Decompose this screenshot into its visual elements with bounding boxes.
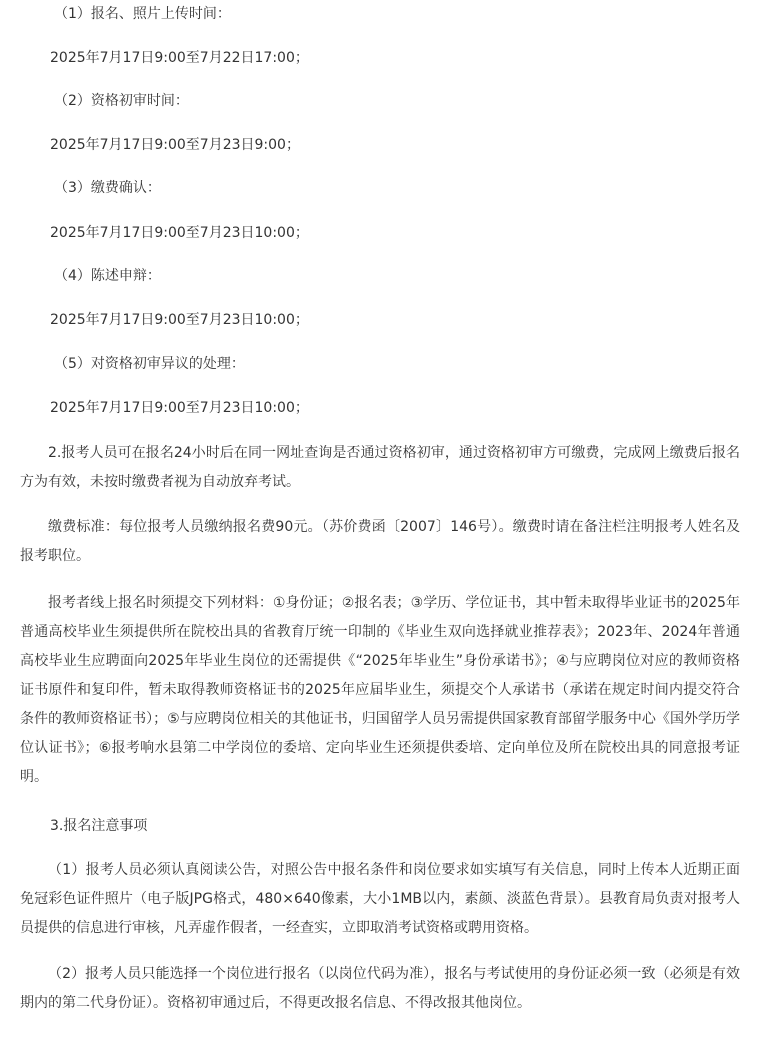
item3-label: （3）缴费确认： bbox=[54, 180, 161, 196]
item1-value: 2025年7月17日9:00至7月22日17:00； bbox=[50, 50, 309, 66]
note-item-2: （2）报考人员只能选择一个岗位进行报名（以岗位代码为准），报名与考试使用的身份证必须一致（必须是有效期内的第二代身份证）。资格初审通过后，不得更改报名信息、不得改报其他岗位。 bbox=[20, 966, 740, 1011]
item2-label: （2）资格初审时间： bbox=[54, 93, 189, 109]
paragraph-required-materials: 报考者线上报名时须提交下列材料：①身份证；②报名表；③学历、学位证书，其中暂未取得毕业证书的2025年普通高校毕业生须提供所在院校出具的省教育厅统一印制的《毕业生双向选择就业推荐表》；2023年、2024年普通高校毕业生应聘面向2025年毕业生岗位的还需提供《“2025年毕业生”身份承诺书》；④与应聘岗位对应的教师资格证书原件和复印件，暂未取得教师资格证书的2025年应届毕业生，须提交个人承诺书（承诺在规定时间内提交符合条件的教师资格证书）；⑤与应聘岗位相关的其他证书，归国留学人员另需提供国家教育部留学服务中心《国外学历学位认证书》；⑥报考响水县第二中学岗位的委培、定向毕业生还须提供委培、定向单位及所在院校出具的同意报考证明。 bbox=[20, 595, 740, 785]
note-item-1: （1）报考人员必须认真阅读公告，对照公告中报名条件和岗位要求如实填写有关信息，同时上传本人近期正面免冠彩色证件照片（电子版JPG格式，480×640像素，大小1MB以内，素颜、淡蓝色背景）。县教育局负责对报考人员提供的信息进行审核，凡弄虚作假者，一经查实，立即取消考试资格或聘用资格。 bbox=[20, 862, 740, 936]
item4-label: （4）陈述申辩： bbox=[54, 268, 161, 284]
item5-label: （5）对资格初审异议的处理： bbox=[54, 356, 245, 372]
item3-value: 2025年7月17日9:00至7月23日10:00； bbox=[50, 225, 309, 241]
item5-value: 2025年7月17日9:00至7月23日10:00； bbox=[50, 400, 309, 416]
item2-value: 2025年7月17日9:00至7月23日9:00； bbox=[50, 137, 300, 153]
item1-label: （1）报名、照片上传时间： bbox=[54, 6, 231, 22]
heading-section-3: 3.报名注意事项 bbox=[50, 818, 148, 834]
item4-value: 2025年7月17日9:00至7月23日10:00； bbox=[50, 312, 309, 328]
paragraph-fee-standard: 缴费标准：每位报考人员缴纳报名费90元。（苏价费函〔2007〕146号）。缴费时请在备注栏注明报考人姓名及报考职位。 bbox=[20, 519, 740, 564]
paragraph-section-2: 2.报考人员可在报名24小时后在同一网址查询是否通过资格初审，通过资格初审方可缴费，完成网上缴费后报名方为有效，未按时缴费者视为自动放弃考试。 bbox=[20, 445, 740, 490]
